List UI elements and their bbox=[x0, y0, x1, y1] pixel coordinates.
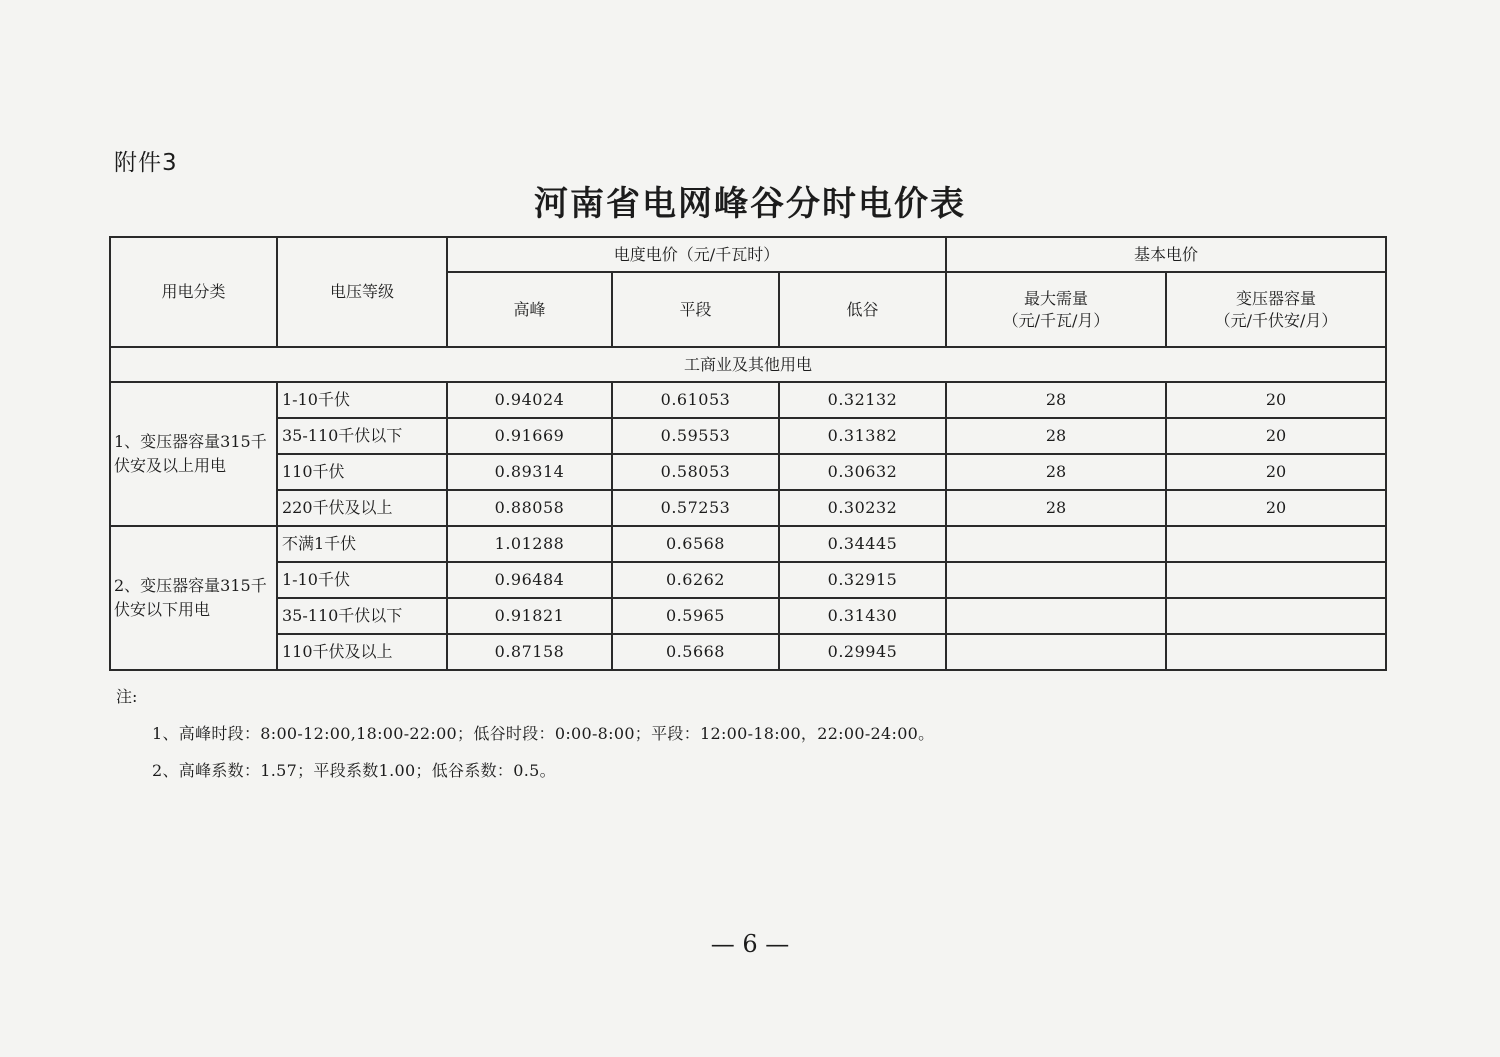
max-demand-cell bbox=[946, 526, 1166, 562]
table-row bbox=[110, 490, 1386, 526]
flat-price-cell: 0.6262 bbox=[612, 562, 779, 598]
tou-price-table bbox=[109, 236, 1387, 671]
max-demand-cell: 28 bbox=[946, 454, 1166, 490]
flat-price-cell: 0.6568 bbox=[612, 526, 779, 562]
voltage-cell: 1-10千伏 bbox=[277, 382, 447, 418]
flat-price-cell: 0.5668 bbox=[612, 634, 779, 670]
voltage-cell: 1-10千伏 bbox=[277, 562, 447, 598]
header-voltage: 电压等级 bbox=[277, 237, 447, 347]
voltage-cell: 220千伏及以上 bbox=[277, 490, 447, 526]
voltage-cell: 35-110千伏以下 bbox=[277, 598, 447, 634]
header-transformer-line2: （元/千伏安/月） bbox=[1214, 310, 1338, 330]
voltage-cell: 110千伏 bbox=[277, 454, 447, 490]
max-demand-cell: 28 bbox=[946, 418, 1166, 454]
header-peak: 高峰 bbox=[447, 272, 612, 347]
header-max-demand-line2: （元/千瓦/月） bbox=[1002, 310, 1110, 330]
peak-price-cell: 0.96484 bbox=[447, 562, 612, 598]
header-transformer bbox=[1166, 272, 1386, 347]
max-demand-cell bbox=[946, 634, 1166, 670]
transformer-cell bbox=[1166, 598, 1386, 634]
max-demand-cell bbox=[946, 562, 1166, 598]
attachment-label: 附件3 bbox=[114, 150, 178, 176]
category-cell: 2、变压器容量315千伏安以下用电 bbox=[110, 526, 277, 670]
transformer-cell bbox=[1166, 526, 1386, 562]
flat-price-cell: 0.61053 bbox=[612, 382, 779, 418]
category-cell: 1、变压器容量315千伏安及以上用电 bbox=[110, 382, 277, 526]
peak-price-cell: 0.88058 bbox=[447, 490, 612, 526]
table-row bbox=[110, 562, 1386, 598]
voltage-cell: 不满1千伏 bbox=[277, 526, 447, 562]
flat-price-cell: 0.5965 bbox=[612, 598, 779, 634]
table-row bbox=[110, 382, 1386, 418]
header-valley: 低谷 bbox=[779, 272, 946, 347]
document-title: 河南省电网峰谷分时电价表 bbox=[534, 184, 966, 224]
notes-heading: 注: bbox=[116, 687, 138, 706]
transformer-cell: 20 bbox=[1166, 490, 1386, 526]
page-number: — 6 — bbox=[710, 930, 790, 958]
table-row bbox=[110, 598, 1386, 634]
valley-price-cell: 0.31430 bbox=[779, 598, 946, 634]
peak-price-cell: 0.94024 bbox=[447, 382, 612, 418]
flat-price-cell: 0.59553 bbox=[612, 418, 779, 454]
note-item: 1、高峰时段：8:00-12:00,18:00-22:00；低谷时段：0:00-8:00；平段：12:00-18:00，22:00-24:00。 bbox=[152, 724, 935, 743]
max-demand-cell: 28 bbox=[946, 382, 1166, 418]
header-energy-price: 电度电价（元/千瓦时） bbox=[447, 237, 946, 272]
peak-price-cell: 1.01288 bbox=[447, 526, 612, 562]
header-max-demand-line1: 最大需量 bbox=[1023, 288, 1088, 308]
peak-price-cell: 0.91669 bbox=[447, 418, 612, 454]
valley-price-cell: 0.34445 bbox=[779, 526, 946, 562]
voltage-cell: 35-110千伏以下 bbox=[277, 418, 447, 454]
peak-price-cell: 0.89314 bbox=[447, 454, 612, 490]
table-row bbox=[110, 418, 1386, 454]
table-row bbox=[110, 454, 1386, 490]
valley-price-cell: 0.30232 bbox=[779, 490, 946, 526]
header-category: 用电分类 bbox=[110, 237, 277, 347]
header-transformer-line1: 变压器容量 bbox=[1236, 288, 1317, 308]
max-demand-cell bbox=[946, 598, 1166, 634]
flat-price-cell: 0.57253 bbox=[612, 490, 779, 526]
peak-price-cell: 0.91821 bbox=[447, 598, 612, 634]
valley-price-cell: 0.29945 bbox=[779, 634, 946, 670]
section-label: 工商业及其他用电 bbox=[110, 347, 1386, 382]
table-row bbox=[110, 634, 1386, 670]
note-item: 2、高峰系数：1.57；平段系数1.00；低谷系数：0.5。 bbox=[152, 761, 556, 780]
header-row-1 bbox=[110, 237, 1386, 272]
valley-price-cell: 0.32915 bbox=[779, 562, 946, 598]
transformer-cell bbox=[1166, 634, 1386, 670]
flat-price-cell: 0.58053 bbox=[612, 454, 779, 490]
notes-section bbox=[116, 684, 934, 795]
transformer-cell: 20 bbox=[1166, 382, 1386, 418]
voltage-cell: 110千伏及以上 bbox=[277, 634, 447, 670]
valley-price-cell: 0.31382 bbox=[779, 418, 946, 454]
table-row bbox=[110, 526, 1386, 562]
valley-price-cell: 0.32132 bbox=[779, 382, 946, 418]
header-flat: 平段 bbox=[612, 272, 779, 347]
transformer-cell: 20 bbox=[1166, 454, 1386, 490]
header-basic-price: 基本电价 bbox=[946, 237, 1386, 272]
header-max-demand bbox=[946, 272, 1166, 347]
peak-price-cell: 0.87158 bbox=[447, 634, 612, 670]
section-row bbox=[110, 347, 1386, 382]
transformer-cell bbox=[1166, 562, 1386, 598]
max-demand-cell: 28 bbox=[946, 490, 1166, 526]
valley-price-cell: 0.30632 bbox=[779, 454, 946, 490]
transformer-cell: 20 bbox=[1166, 418, 1386, 454]
